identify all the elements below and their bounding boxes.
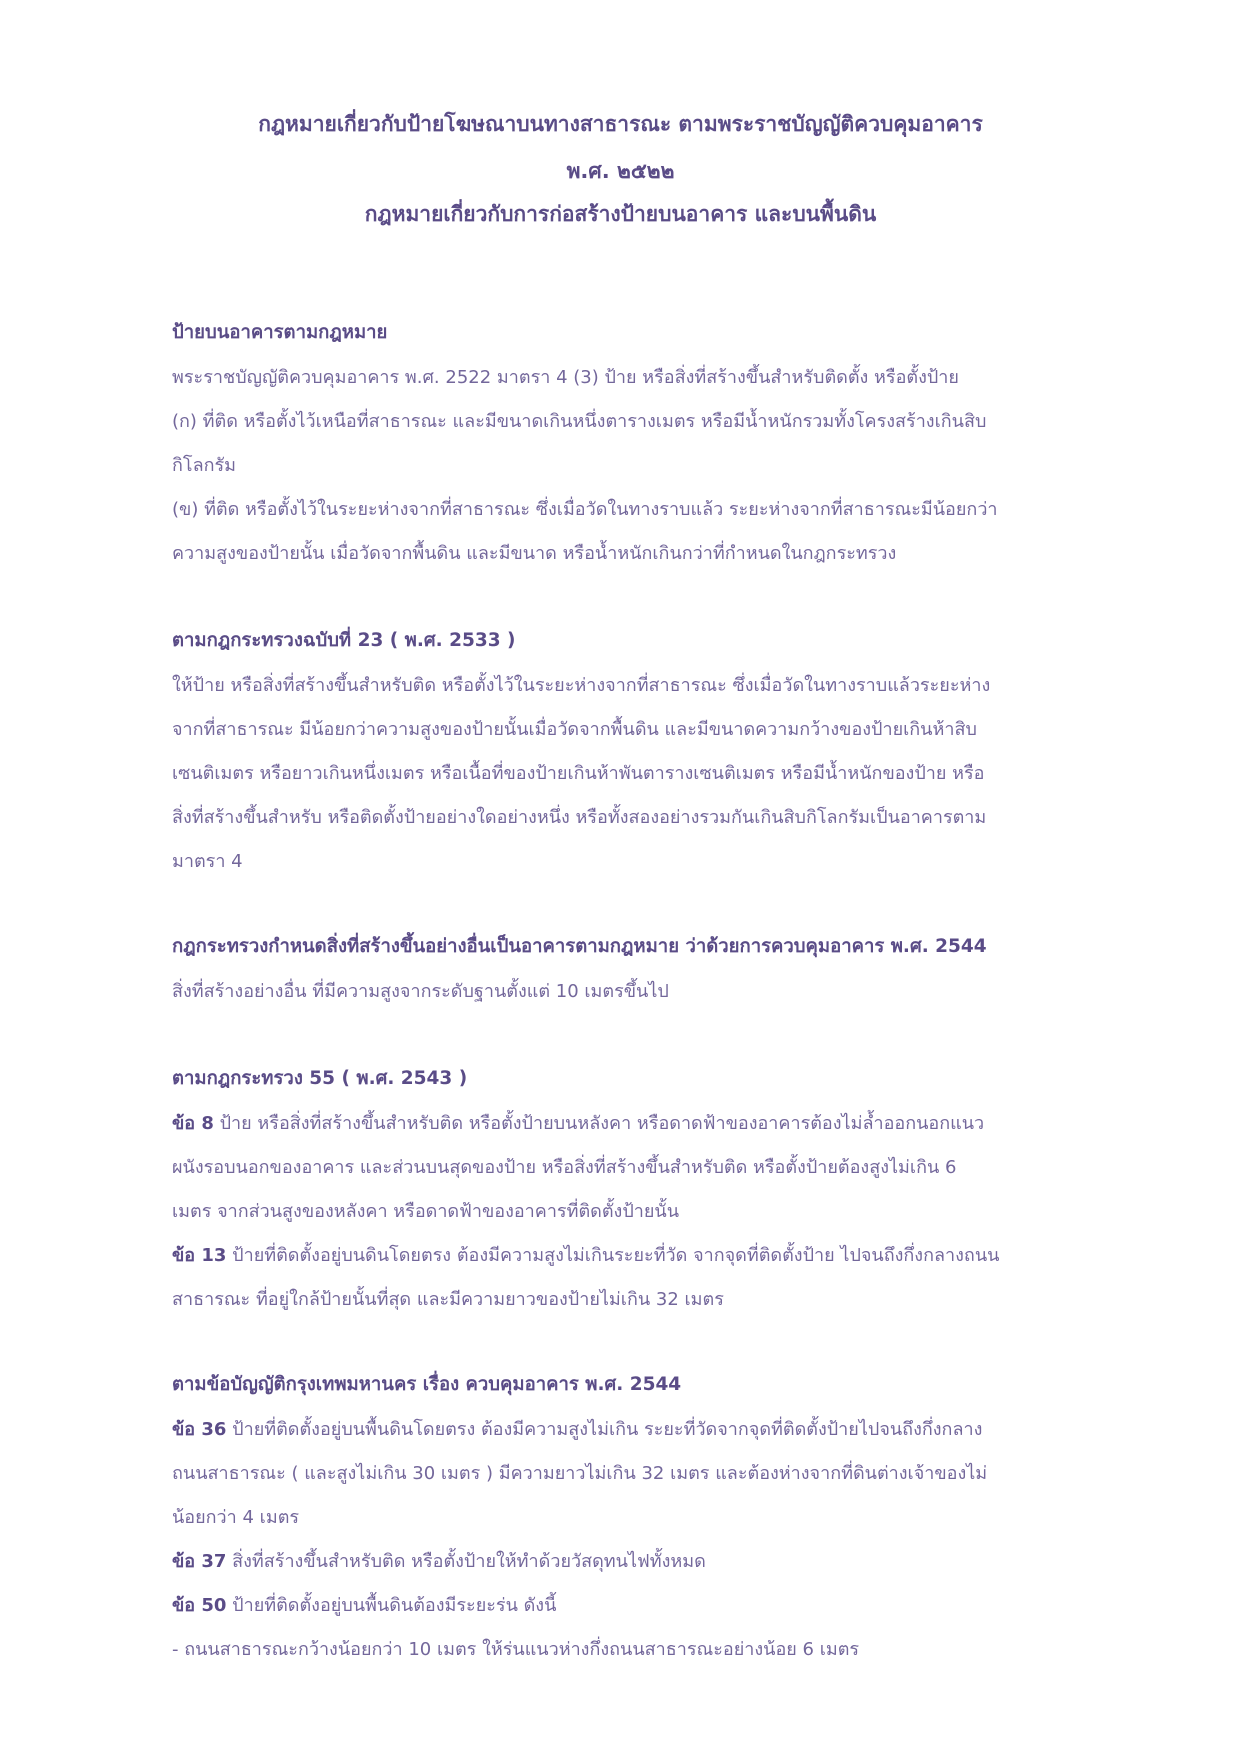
section-line: (ก) ที่ติด หรือตั้งไว้เหนือที่สาธารณะ และมีขนาดเกินหนึ่งตารางเมตร หรือมีน้ำหนักรวมทั้งโครงสร้างเกินสิบ	[172, 411, 987, 432]
section-line: เมตร จากส่วนสูงของหลังคา หรือดาดฟ้าของอาคารที่ติดตั้งป้ายนั้น	[172, 1201, 680, 1222]
section-line: ความสูงของป้ายนั้น เมื่อวัดจากพื้นดิน และมีขนาด หรือน้ำหนักเกินกว่าที่กำหนดในกฎกระทรวง	[172, 543, 897, 564]
section-heading: กฎกระทรวงกำหนดสิ่งที่สร้างขึ้นอย่างอื่นเป็นอาคารตามกฎหมาย ว่าด้วยการควบคุมอาคาร พ.ศ. 2544	[172, 936, 987, 957]
clause-label: ข้อ 50	[172, 1595, 227, 1616]
section-line: กิโลกรัม	[172, 455, 237, 476]
section-line: พระราชบัญญัติควบคุมอาคาร พ.ศ. 2522 มาตรา 4 (3) ป้าย หรือสิ่งที่สร้างขึ้นสำหรับติดตั้ง หรือตั้งป้าย	[172, 367, 959, 388]
section-line: ถนนสาธารณะ ( และสูงไม่เกิน 30 เมตร ) มีความยาวไม่เกิน 32 เมตร และต้องห่างจากที่ดินต่างเจ้าของไม่	[172, 1463, 988, 1484]
clause-label: ข้อ 37	[172, 1551, 227, 1572]
clause-label: ข้อ 36	[172, 1419, 227, 1440]
section-line: ผนังรอบนอกของอาคาร และส่วนบนสุดของป้าย หรือสิ่งที่สร้างขึ้นสำหรับติด หรือตั้งป้ายต้องสูงไม่เกิน 6	[172, 1157, 957, 1178]
section-line: สิ่งที่สร้างอย่างอื่น ที่มีความสูงจากระดับฐานตั้งแต่ 10 เมตรขึ้นไป	[172, 981, 669, 1002]
section-line: สิ่งที่สร้างขึ้นสำหรับ หรือติดตั้งป้ายอย่างใดอย่างหนึ่ง หรือทั้งสองอย่างรวมกันเกินสิบกิโลกรัมเป็นอาคารตาม	[172, 807, 987, 828]
section-line: จากที่สาธารณะ มีน้อยกว่าความสูงของป้ายนั้นเมื่อวัดจากพื้นดิน และมีขนาดความกว้างของป้ายเกินห้าสิบ	[172, 719, 977, 740]
section-heading: ตามกฎกระทรวง 55 ( พ.ศ. 2543 )	[172, 1068, 468, 1089]
clause-text: ป้ายที่ติดตั้งอยู่บนพื้นดินต้องมีระยะร่น ดังนี้	[226, 1595, 557, 1616]
clause-line	[172, 1546, 1132, 1575]
clause-line	[172, 1108, 1132, 1137]
document-title: กฎหมายเกี่ยวกับป้ายโฆษณาบนทางสาธารณะ ตามพระราชบัญญัติควบคุมอาคาร	[258, 112, 983, 136]
section-line: เซนติเมตร หรือยาวเกินหนึ่งเมตร หรือเนื้อที่ของป้ายเกินห้าพันตารางเซนติเมตร หรือมีน้ำหนักของป้าย หรือ	[172, 763, 985, 784]
clause-label: ข้อ 13	[172, 1245, 227, 1266]
clause-label: ข้อ 8	[172, 1113, 214, 1134]
section-heading: ป้ายบนอาคารตามกฎหมาย	[172, 322, 388, 343]
clause-line	[172, 1240, 1132, 1269]
section-line: (ข) ที่ติด หรือตั้งไว้ในระยะห่างจากที่สาธารณะ ซึ่งเมื่อวัดในทางราบแล้ว ระยะห่างจากที่สาธารณะมีน้อยกว่า	[172, 499, 998, 520]
clause-line	[172, 1414, 1132, 1443]
clause-text: ป้าย หรือสิ่งที่สร้างขึ้นสำหรับติด หรือตั้งป้ายบนหลังคา หรือดาดฟ้าของอาคารต้องไม่ล้ำออกนอกแนว	[213, 1113, 985, 1134]
clause-text: ป้ายที่ติดตั้งอยู่บนพื้นดินโดยตรง ต้องมีความสูงไม่เกิน ระยะที่วัดจากจุดที่ติดตั้งป้ายไปจนถึงกึ่งกลาง	[226, 1419, 983, 1440]
section-line: น้อยกว่า 4 เมตร	[172, 1507, 300, 1528]
section-heading: ตามกฎกระทรวงฉบับที่ 23 ( พ.ศ. 2533 )	[172, 630, 516, 651]
section-line: สาธารณะ ที่อยู่ใกล้ป้ายนั้นที่สุด และมีความยาวของป้ายไม่เกิน 32 เมตร	[172, 1289, 724, 1310]
clause-text: ป้ายที่ติดตั้งอยู่บนดินโดยตรง ต้องมีความสูงไม่เกินระยะที่วัด จากจุดที่ติดตั้งป้าย ไปจนถึงกึ่งกลางถนน	[226, 1245, 1000, 1266]
document-subtitle: กฎหมายเกี่ยวกับการก่อสร้างป้ายบนอาคาร และบนพื้นดิน	[364, 202, 877, 226]
section-line: มาตรา 4	[172, 851, 243, 872]
clause-text: สิ่งที่สร้างขึ้นสำหรับติด หรือตั้งป้ายให้ทำด้วยวัสดุทนไฟทั้งหมด	[226, 1551, 706, 1572]
section-line: - ถนนสาธารณะกว้างน้อยกว่า 10 เมตร ให้ร่นแนวห่างกึ่งถนนสาธารณะอย่างน้อย 6 เมตร	[172, 1639, 860, 1660]
section-line: ให้ป้าย หรือสิ่งที่สร้างขึ้นสำหรับติด หรือตั้งไว้ในระยะห่างจากที่สาธารณะ ซึ่งเมื่อวัดในทางราบแล้วระยะห่าง	[172, 675, 991, 696]
clause-line	[172, 1590, 1132, 1619]
section-heading: ตามข้อบัญญัติกรุงเทพมหานคร เรื่อง ควบคุมอาคาร พ.ศ. 2544	[172, 1374, 682, 1395]
document-title-year: พ.ศ. ๒๕๒๒	[566, 159, 675, 183]
